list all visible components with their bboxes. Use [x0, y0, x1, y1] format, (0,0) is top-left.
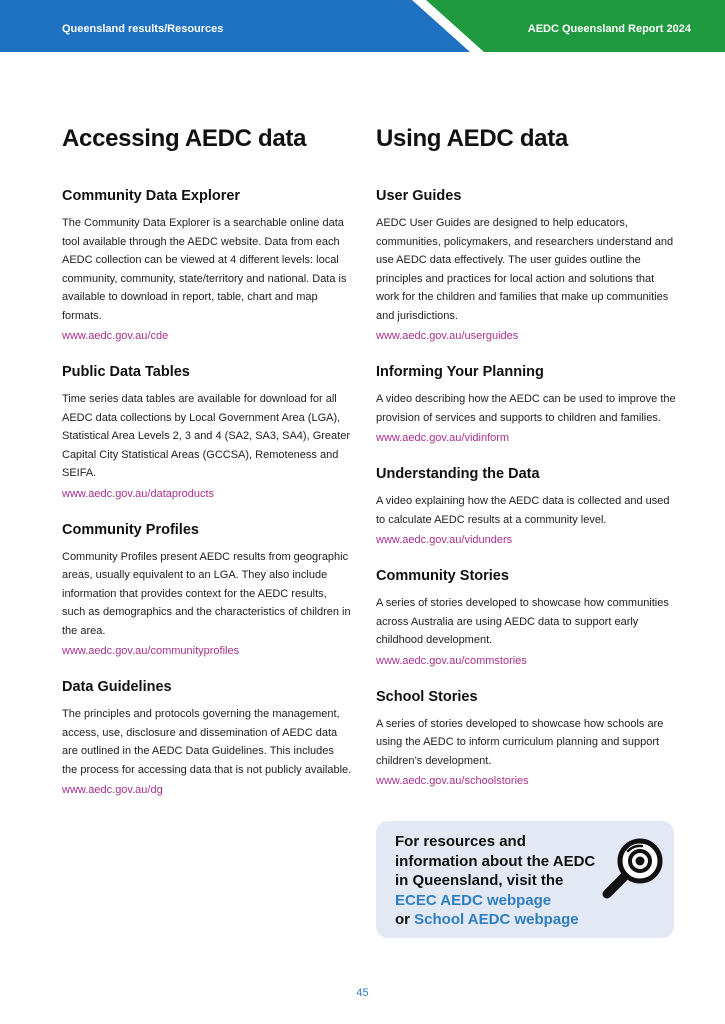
section-community-profiles: [62, 520, 352, 661]
section-title: Public Data Tables: [62, 364, 190, 380]
section-body: A series of stories developed to showcase how schools are using the AEDC to inform curriculum planning and support children’s development.: [376, 717, 664, 767]
link-commstories[interactable]: www.aedc.gov.au/commstories: [376, 654, 527, 667]
section-title: User Guides: [376, 188, 462, 204]
link-cde[interactable]: www.aedc.gov.au/cde: [62, 330, 169, 342]
right-column: [376, 122, 676, 807]
section-title: Community Profiles: [62, 521, 199, 538]
link-vidinform[interactable]: www.aedc.gov.au/vidinform: [376, 432, 510, 444]
section-body: A series of stories developed to showcase how communities across Australia are using AEDC data to support early childhood development.: [376, 597, 669, 646]
section-informing-your-planning: [376, 362, 676, 447]
left-column: [62, 122, 352, 816]
section-body: A video explaining how the AEDC data is collected and used to calculate AEDC results at a community level.: [376, 495, 670, 526]
link-communityprofiles[interactable]: www.aedc.gov.au/communityprofiles: [62, 645, 240, 657]
section-body: A video describing how the AEDC can be used to improve the provision of services and supports to children and families.: [376, 393, 676, 424]
section-title: Informing Your Planning: [376, 364, 544, 380]
link-dg[interactable]: www.aedc.gov.au/dg: [62, 784, 163, 796]
section-title: Community Stories: [376, 568, 509, 584]
link-vidunders[interactable]: www.aedc.gov.au/vidunders: [376, 534, 513, 546]
header-section-title: Queensland results/Resources: [62, 23, 224, 35]
section-title: School Stories: [376, 688, 478, 705]
ecec-aedc-webpage-link[interactable]: ECEC AEDC webpage: [395, 891, 552, 909]
section-public-data-tables: [62, 362, 352, 503]
section-body: AEDC User Guides are designed to help educators, communities, policymakers, and researchers understand and use AEDC data effectively. The user guides outline the principles and practices for local action and solutions that work for the children and families that make up communities and jurisdictions.: [376, 217, 674, 322]
callout-prefix: For resources and information about the AEDC in Queensland, visit the: [395, 833, 596, 889]
right-column-heading: Using AEDC data: [376, 125, 568, 152]
resources-callout: [376, 821, 674, 938]
section-user-guides: [376, 186, 676, 345]
page-header: [0, 0, 725, 52]
school-aedc-webpage-link[interactable]: School AEDC webpage: [414, 911, 579, 928]
callout-or: or: [395, 911, 410, 928]
section-school-stories: [376, 687, 676, 791]
link-userguides[interactable]: www.aedc.gov.au/userguides: [376, 330, 519, 342]
link-schoolstories[interactable]: www.aedc.gov.au/schoolstories: [376, 775, 529, 787]
header-report-title: AEDC Queensland Report 2024: [527, 23, 691, 35]
section-community-data-explorer: [62, 186, 352, 345]
left-column-heading: Accessing AEDC data: [62, 125, 307, 152]
section-title: Community Data Explorer: [62, 188, 241, 204]
section-title: Data Guidelines: [62, 679, 172, 695]
section-body: The principles and protocols governing the management, access, use, disclosure and dissemination of AEDC data are outlined in the AEDC Data Guidelines. This includes the process for accessing data that is not publicly available.: [62, 708, 352, 776]
page-number: 45: [356, 987, 369, 999]
section-body: The Community Data Explorer is a searchable online data tool available through the AEDC website. Data from each AEDC collection can be viewed at 4 different levels: local community, community, state/territory and national. Data is available to download in report, table, chart and map formats.: [62, 217, 347, 322]
section-body: Community Profiles present AEDC results from geographic areas, usually equivalent to an LGA. They also include information that provides context for the AEDC results, such as demographics and the characteristics of children in the area.: [62, 550, 351, 637]
link-dataproducts[interactable]: www.aedc.gov.au/dataproducts: [62, 487, 215, 500]
callout-text: [395, 832, 600, 930]
section-community-stories: [376, 566, 676, 670]
section-understanding-the-data: [376, 464, 676, 549]
section-body: Time series data tables are available for download for all AEDC data collections by Local Government Area (LGA), Statistical Area Levels 2, 3 and 4 (SA2, SA3, SA4), Greater Capital City Statistical Areas (GCCSA), Remoteness and SEIFA.: [62, 393, 350, 479]
magnifier-eye-icon: [598, 835, 666, 903]
section-data-guidelines: [62, 677, 352, 799]
section-title: Understanding the Data: [376, 466, 540, 482]
